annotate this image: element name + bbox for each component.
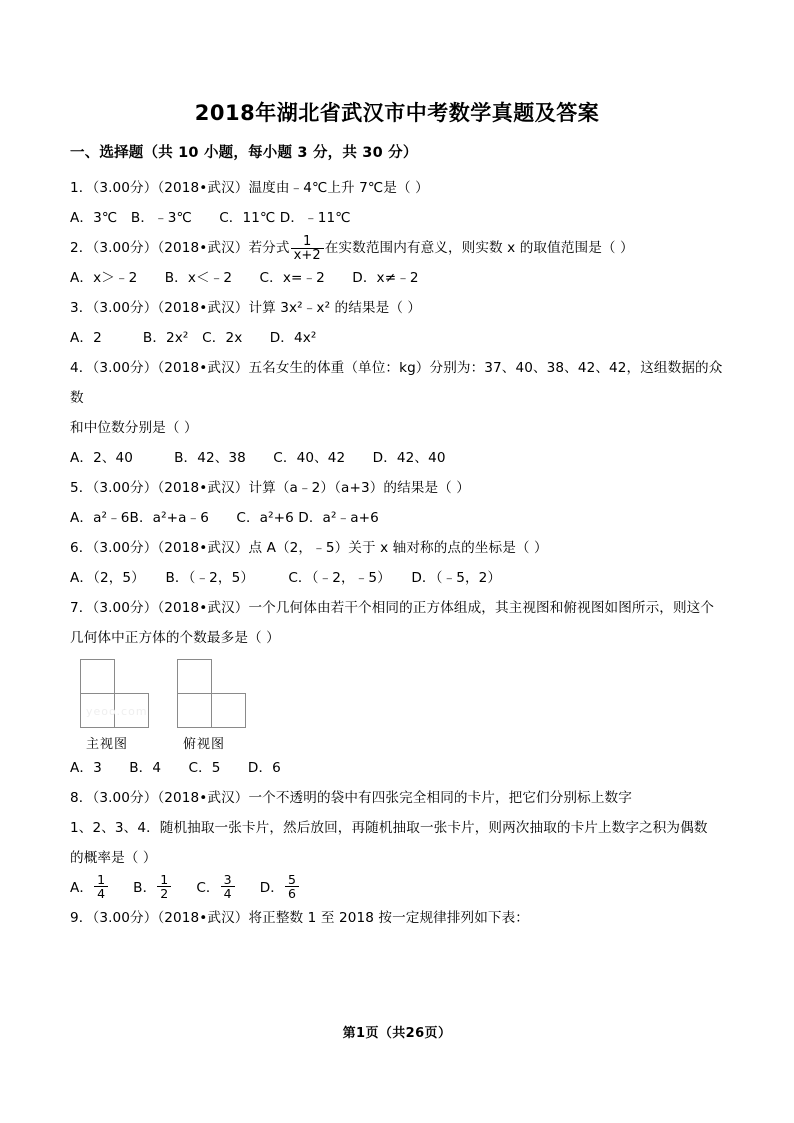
option-c-letter: C． (196, 880, 220, 896)
question-1-options: A．3℃ B．﹣3℃ C．11℃ D．﹣11℃ (70, 210, 351, 226)
fraction-denominator: x+2 (291, 248, 324, 263)
section-heading: 一、选择题（共 10 小题，每小题 3 分，共 30 分） (70, 145, 418, 161)
question-4-stem-line-2: 和中位数分别是（ ） (70, 420, 198, 436)
question-6-options: A．（2，5） B．（﹣2，5） C．（﹣2，﹣5） D．（﹣5，2） (70, 570, 502, 586)
question-7-stem-line-1: 7．（3.00分）（2018•武汉）一个几何体由若干个相同的正方体组成，其主视图和俯视图如图所示，则这个 (70, 600, 715, 616)
question-2-stem (70, 233, 730, 263)
top-view-shape (177, 659, 249, 730)
question-2-options: A．x＞﹣2 B．x＜﹣2 C．x=﹣2 D．x≠﹣2 (70, 270, 419, 286)
question-7-figures (70, 659, 730, 751)
square-top-left (80, 659, 115, 694)
fraction-denominator: 4 (221, 886, 235, 900)
front-view-figure (78, 659, 184, 752)
front-view-label: 主视图 (86, 737, 129, 752)
page-footer: 第1页（共26页） (342, 1026, 452, 1041)
square-bottom-left (177, 693, 212, 728)
square-bottom-right (211, 693, 246, 728)
top-view-figure (175, 659, 281, 752)
option-a-fraction (94, 873, 108, 900)
fraction-numerator: 5 (287, 872, 297, 888)
question-7-stem-line-2: 几何体中正方体的个数最多是（ ） (70, 630, 280, 646)
question-4-stem-line-1: 4．（3.00分）（2018•武汉）五名女生的体重（单位：kg）分别为：37、40、38、42、42，这组数据的众数 (70, 360, 723, 406)
option-d-fraction (285, 873, 299, 900)
question-8-options (70, 873, 730, 903)
question-7-options: A．3 B．4 C．5 D．6 (70, 760, 281, 776)
question-3-options: A．2 B．2x² C．2x D．4x² (70, 330, 317, 346)
question-4-options: A．2、40 B．42、38 C．40、42 D．42、40 (70, 450, 446, 466)
front-view-shape (80, 659, 152, 730)
fraction-1-over-x-plus-2 (291, 235, 324, 263)
fraction-numerator: 1 (160, 872, 169, 888)
question-2-stem-before: 2．（3.00分）（2018•武汉）若分式 (70, 240, 290, 256)
question-8-stem-line-3: 的概率是（ ） (70, 850, 157, 866)
option-b-letter: B． (133, 880, 157, 896)
question-9-stem: 9．（3.00分）（2018•武汉）将正整数 1 至 2018 按一定规律排列如下表： (70, 910, 530, 926)
square-top-left (177, 659, 212, 694)
question-1-stem: 1．（3.00分）（2018•武汉）温度由﹣4℃上升 7℃是（ ） (70, 180, 429, 196)
document-body (70, 142, 730, 933)
watermark-text: yeoo.com (86, 705, 148, 718)
question-8-stem-line-2: 1、2、3、4．随机抽取一张卡片，然后放回，再随机抽取一张卡片，则两次抽取的卡片上数字之积为偶数 (70, 820, 708, 836)
question-5-stem: 5．（3.00分）（2018•武汉）计算（a﹣2）（a+3）的结果是（ ） (70, 480, 470, 496)
question-5-options: A．a²﹣6B．a²+a﹣6 C．a²+6 D．a²﹣a+6 (70, 510, 379, 526)
question-2-stem-after: 在实数范围内有意义，则实数 x 的取值范围是（ ） (324, 240, 634, 256)
fraction-numerator: 1 (302, 233, 312, 249)
question-6-stem: 6．（3.00分）（2018•武汉）点 A（2，﹣5）关于 x 轴对称的点的坐标是（ ） (70, 540, 548, 556)
option-a-letter: A． (70, 880, 94, 896)
fraction-numerator: 1 (97, 872, 106, 888)
question-8-stem-line-1: 8．（3.00分）（2018•武汉）一个不透明的袋中有四张完全相同的卡片，把它们分别标上数字 (70, 790, 632, 806)
fraction-denominator: 6 (285, 886, 299, 900)
fraction-numerator: 3 (223, 872, 232, 888)
question-3-stem: 3．（3.00分）（2018•武汉）计算 3x²﹣x² 的结果是（ ） (70, 300, 422, 316)
option-d-letter: D． (259, 880, 284, 896)
option-b-fraction (157, 873, 171, 900)
page-title: 2018年湖北省武汉市中考数学真题及答案 (194, 101, 600, 125)
fraction-denominator: 2 (157, 886, 171, 900)
option-c-fraction (221, 873, 235, 900)
top-view-label: 俯视图 (183, 737, 226, 752)
fraction-denominator: 4 (94, 886, 108, 900)
